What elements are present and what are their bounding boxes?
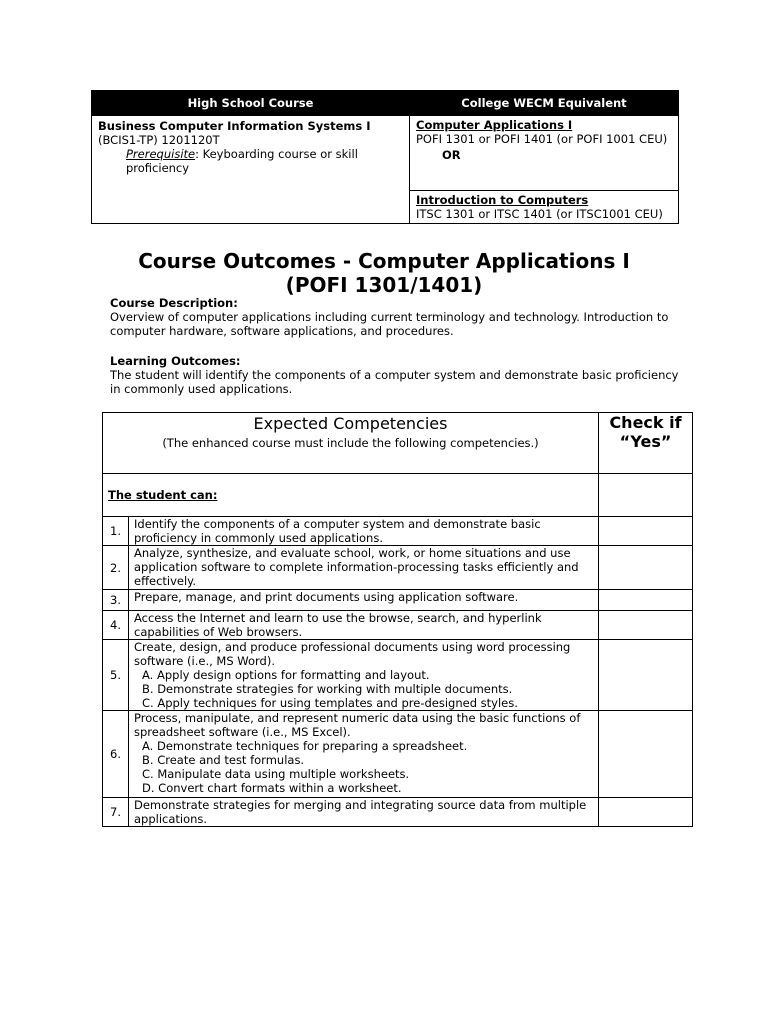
competency-check-cell[interactable]	[599, 590, 693, 611]
course-description-section	[110, 296, 680, 338]
competency-cell	[129, 611, 599, 640]
college-option-1-codes: POFI 1301 or POFI 1401 (or POFI 1001 CEU)	[416, 132, 668, 146]
page-title-line-2: (POFI 1301/1401)	[285, 273, 483, 297]
competency-row	[103, 611, 693, 640]
competency-sub-item: A. Apply design options for formatting and layout.	[142, 668, 430, 682]
college-option-1-title: Computer Applications I	[416, 118, 573, 132]
course-equivalency-table	[91, 90, 679, 224]
competency-sub-list	[134, 668, 593, 710]
competency-number: 4.	[103, 611, 129, 640]
competency-text: Create, design, and produce professional documents using word processing software (i.e., MS Word).	[134, 640, 571, 668]
college-option-2-cell	[410, 191, 679, 224]
high-school-course-code: (BCIS1-TP) 1201120T	[98, 133, 220, 147]
competency-check-cell[interactable]	[599, 798, 693, 827]
competency-sub-list	[134, 739, 593, 795]
equivalency-row-1	[92, 116, 679, 191]
competency-sub-item: A. Demonstrate techniques for preparing a spreadsheet.	[142, 739, 468, 753]
course-description-heading: Course Description:	[110, 296, 238, 310]
competency-check-cell[interactable]	[599, 711, 693, 798]
student-can-label: The student can:	[108, 488, 218, 502]
competency-sub-item: C. Apply techniques for using templates and pre-designed styles.	[142, 696, 518, 710]
competency-cell	[129, 517, 599, 546]
competency-number: 6.	[103, 711, 129, 798]
college-option-2-codes: ITSC 1301 or ITSC 1401 (or ITSC1001 CEU)	[416, 207, 663, 221]
high-school-course-header: High School Course	[92, 91, 410, 116]
competency-text: Access the Internet and learn to use the browse, search, and hyperlink capabilities of Web browsers.	[134, 611, 542, 639]
equivalency-header-row	[92, 91, 679, 116]
or-label: OR	[442, 148, 461, 162]
competency-row	[103, 798, 693, 827]
competency-check-cell[interactable]	[599, 611, 693, 640]
competency-number: 2.	[103, 546, 129, 590]
college-option-1-cell	[410, 116, 679, 191]
competency-text: Demonstrate strategies for merging and integrating source data from multiple applications.	[134, 798, 587, 826]
competency-check-cell[interactable]	[599, 517, 693, 546]
competency-rows	[103, 517, 693, 827]
high-school-course-title: Business Computer Information Systems I	[98, 119, 371, 133]
page-title	[0, 249, 768, 297]
competency-cell	[129, 711, 599, 798]
competency-row	[103, 640, 693, 711]
competency-row	[103, 546, 693, 590]
prerequisite-text: : Keyboarding course or skill proficiency	[126, 147, 358, 175]
competency-number: 3.	[103, 590, 129, 611]
competency-number: 7.	[103, 798, 129, 827]
competency-row	[103, 517, 693, 546]
competencies-header-cell	[103, 413, 599, 474]
competency-text: Prepare, manage, and print documents using application software.	[134, 590, 519, 604]
competency-check-cell[interactable]	[599, 546, 693, 590]
course-description-text: Overview of computer applications including current terminology and technology. Introduction to computer hardware, software applications, and procedures.	[110, 310, 669, 338]
prerequisite-line	[98, 147, 403, 175]
competency-cell	[129, 590, 599, 611]
high-school-course-cell	[92, 116, 410, 224]
competency-check-cell[interactable]	[599, 640, 693, 711]
check-if-yes-header: Check if “Yes”	[599, 413, 693, 474]
competency-number: 1.	[103, 517, 129, 546]
competency-sub-item: B. Create and test formulas.	[142, 753, 305, 767]
competency-row	[103, 711, 693, 798]
competencies-table	[102, 412, 693, 827]
competencies-title: Expected Competencies	[253, 414, 448, 433]
page-title-line-1: Course Outcomes - Computer Applications I	[138, 249, 630, 273]
competency-number: 5.	[103, 640, 129, 711]
check-cell-student-can[interactable]	[599, 474, 693, 517]
competency-cell	[129, 798, 599, 827]
learning-outcomes-section	[110, 354, 680, 396]
learning-outcomes-heading: Learning Outcomes:	[110, 354, 241, 368]
student-can-row	[103, 474, 693, 517]
college-equivalent-header: College WECM Equivalent	[410, 91, 679, 116]
learning-outcomes-text: The student will identify the components of a computer system and demonstrate basic proficiency in commonly used applications.	[110, 368, 679, 396]
competency-text: Analyze, synthesize, and evaluate school, work, or home situations and use application software to complete information-processing tasks efficiently and effectively.	[134, 546, 579, 588]
competency-sub-item: B. Demonstrate strategies for working with multiple documents.	[142, 682, 513, 696]
competency-sub-item: C. Manipulate data using multiple worksheets.	[142, 767, 410, 781]
competency-cell	[129, 546, 599, 590]
competency-text: Process, manipulate, and represent numeric data using the basic functions of spreadsheet software (i.e., MS Excel).	[134, 711, 581, 739]
college-option-2-title: Introduction to Computers	[416, 193, 589, 207]
prerequisite-label: Prerequisite	[126, 147, 196, 161]
competency-cell	[129, 640, 599, 711]
competencies-header-row	[103, 413, 693, 474]
competencies-subtitle: (The enhanced course must include the following competencies.)	[162, 436, 539, 450]
competency-sub-item: D. Convert chart formats within a worksheet.	[142, 781, 402, 795]
competency-row	[103, 590, 693, 611]
student-can-cell	[103, 474, 599, 517]
competency-text: Identify the components of a computer system and demonstrate basic proficiency in commonly used applications.	[134, 517, 541, 545]
